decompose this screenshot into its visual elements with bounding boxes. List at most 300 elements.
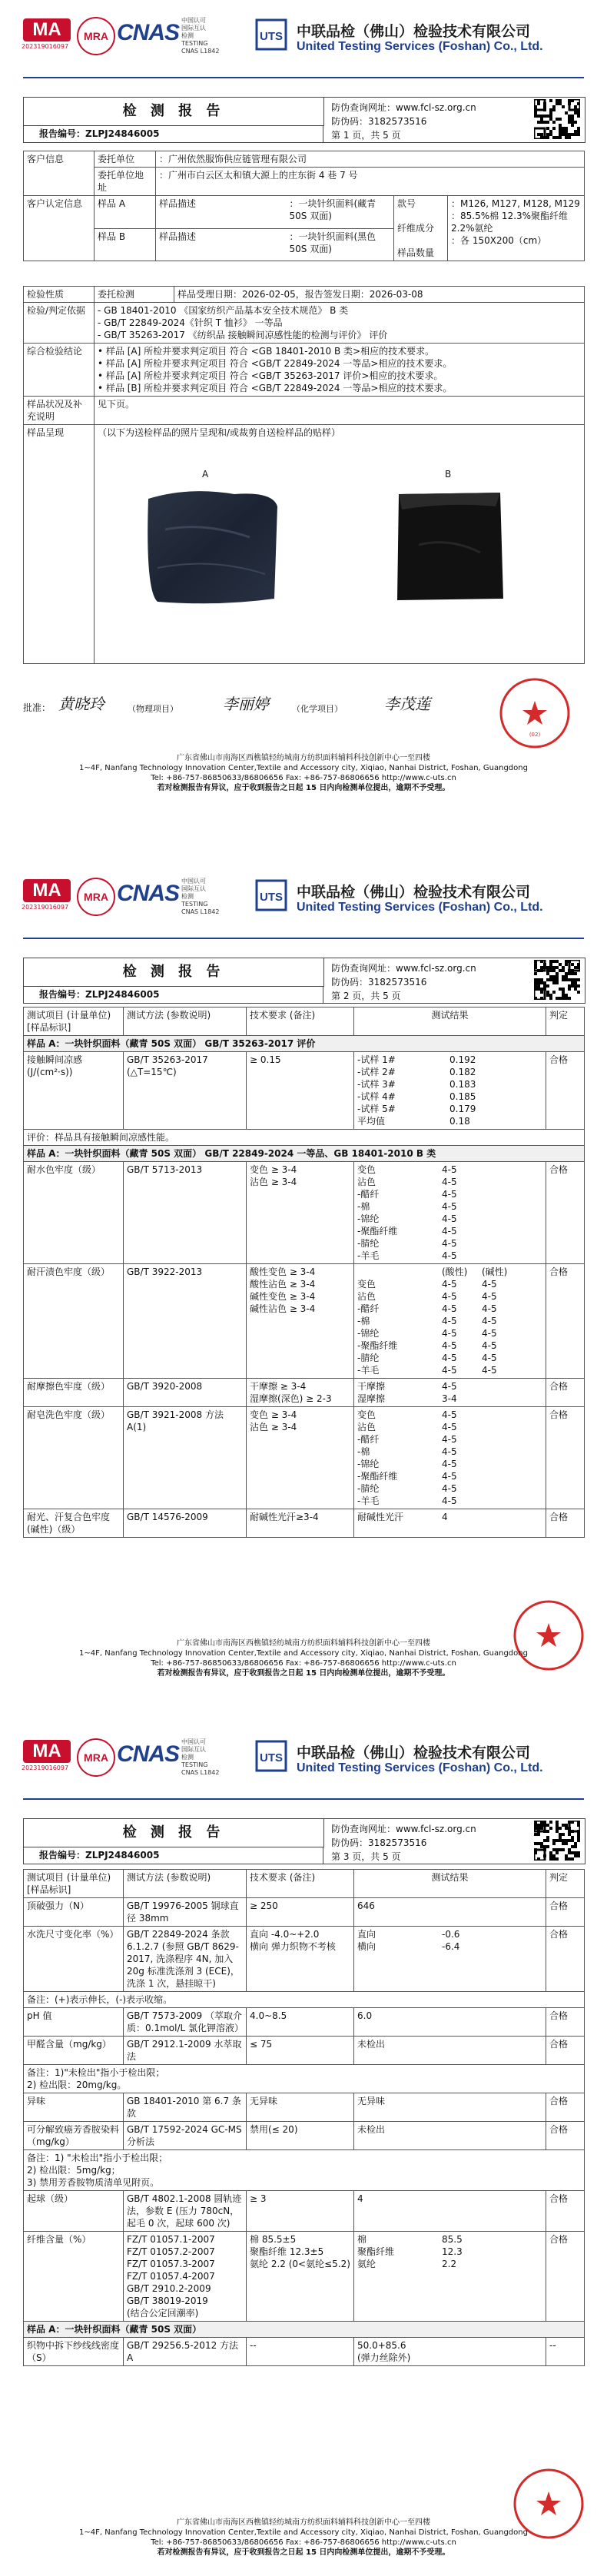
sweat-verdict: 合格 [546, 1264, 585, 1379]
result-value: 3-4 [442, 1393, 457, 1404]
query-url[interactable]: www.fcl-sz.org.cn [396, 1824, 476, 1834]
report-number-label: 报告编号： [39, 128, 86, 139]
rub-verdict: 合格 [546, 1379, 585, 1407]
result-value: 4-5 [442, 1279, 457, 1290]
spec-values [448, 196, 585, 261]
sample-b-photo [388, 483, 511, 608]
svg-text:UTS: UTS [260, 1751, 283, 1764]
footer-contact: Tel: +86-757-86850633/86806656 Fax: +86-757-86806656 http://www.c-uts.cn [151, 2538, 456, 2547]
azo-note: 备注：1) "未检出"指小于检出限； 2) 检出限：5mg/kg； 3) 禁用芳香胺物质清单见附页。 [24, 2150, 585, 2191]
cool-method: GB/T 35263-2017 (△T=15℃) [124, 1052, 247, 1130]
result-label: -试样 5# [357, 1104, 396, 1114]
pill-item: 起球（级） [24, 2191, 124, 2232]
soap-method: GB/T 3921-2008 方法 A(1) [124, 1407, 247, 1509]
result-value: 4-5 [442, 1250, 457, 1261]
ph-req: 4.0~8.5 [247, 2008, 354, 2037]
query-url[interactable]: www.fcl-sz.org.cn [396, 102, 476, 113]
uts-logo-icon [254, 878, 289, 913]
fabric-item: 织物中拆下纱线线密度（S） [24, 2338, 124, 2366]
footer-address-en: 1~4F, Nanfang Technology Innovation Center,Textile and Accessory city, Xiqiao, Nanhai District, Foshan, Guangdong [79, 1649, 528, 1658]
result-line [357, 1213, 542, 1225]
req-line: 酸性变色 ≥ 3-4 [250, 1266, 316, 1277]
result-label: 耐碱性光汗 [357, 1512, 404, 1522]
result-label: -锦纶 [357, 1459, 380, 1469]
svg-text:UTS: UTS [260, 30, 283, 43]
header-rule [23, 77, 584, 78]
ma-number: 202319016097 [22, 904, 69, 911]
col-head-req: 技术要求 (备注) [247, 1007, 354, 1036]
result-line [357, 1054, 542, 1066]
ma-badge: MA [23, 18, 71, 41]
qr-code-icon [534, 960, 580, 1000]
result-label: -羊毛 [357, 1250, 380, 1261]
query-url[interactable]: www.fcl-sz.org.cn [396, 963, 476, 974]
result-line [357, 1103, 542, 1115]
svg-text:MRA: MRA [84, 30, 108, 42]
result-line [357, 2246, 542, 2258]
fiber-results [354, 2232, 546, 2322]
result-value: 4-5 [442, 1446, 457, 1457]
pill-result: 4 [354, 2191, 546, 2232]
hcho-note: 备注：1)"未检出"指小于检出限； 2) 检出限：20mg/kg。 [24, 2065, 585, 2093]
std-list [95, 303, 585, 344]
azo-item: 可分解致癌芳香胺染料（mg/kg） [24, 2122, 124, 2150]
result-line [357, 1090, 542, 1103]
result-line [357, 1458, 542, 1470]
result-line [357, 1470, 542, 1482]
rub-results [354, 1379, 546, 1407]
result-label: 平均值 [357, 1116, 386, 1127]
qr-code-icon [534, 99, 580, 139]
result-line [357, 1250, 542, 1262]
light-results [354, 1509, 546, 1538]
result-value: 4-5 [442, 1201, 457, 1212]
result-value: 4-5 [442, 1495, 457, 1506]
result-label: -棉 [357, 1201, 370, 1212]
burst-verdict: 合格 [546, 1898, 585, 1927]
result-value: 4-5 [442, 1303, 457, 1314]
client-info-table [23, 151, 585, 261]
fiber-verdict: 合格 [546, 2232, 585, 2322]
comp-label: 纤维成分 [397, 223, 435, 234]
report-number-label: 报告编号： [39, 989, 86, 1000]
dim-results [354, 1927, 546, 1992]
footer-notice: 若对检测报告有异议，应于收到报告之日起 15 日内向检测单位提出，逾期不予受理。 [157, 1669, 450, 1678]
cnas-logo: CNAS [117, 1741, 180, 1767]
result-line [357, 1225, 542, 1237]
fiber-req [247, 2232, 354, 2322]
dim-method: GB/T 22849-2024 条款 6.1.2.7 (参照 GB/T 8629-2017, 洗涤程序 4N, 加入 20g 标准洗涤剂 3 (ECE)，洗涤 1 次，悬挂晾干) [124, 1927, 247, 1992]
fiber-item: 纤维含量（%） [24, 2232, 124, 2322]
footer-contact: Tel: +86-757-86850633/86806656 Fax: +86-757-86806656 http://www.c-uts.cn [151, 1659, 456, 1668]
result-label: 变色 [357, 1409, 376, 1420]
report-title: 检 测 报 告 [24, 98, 324, 126]
hcho-req: ≤ 75 [247, 2037, 354, 2065]
result-value: 4-5 [482, 1316, 497, 1326]
std-label: 检验/判定依据 [24, 303, 95, 344]
section-header: 样品 A：一块针织面料（藏青 50S 双面） GB/T 22849-2024 一等品、GB 18401-2010 B 类 [24, 1146, 585, 1162]
result-value: 4-5 [482, 1328, 497, 1339]
col-head-verdict: 判定 [546, 1007, 585, 1036]
result-value: 4-5 [482, 1279, 497, 1290]
result-value: 2.2 [442, 2259, 457, 2269]
anti-fake-info [331, 1822, 523, 1864]
water-verdict: 合格 [546, 1162, 585, 1264]
result-value: 4-5 [442, 1381, 457, 1392]
cool-verdict: 合格 [546, 1052, 585, 1130]
fabric-verdict: -- [546, 2338, 585, 2366]
result-line [357, 1176, 542, 1188]
code-value: 3182573516 [368, 1837, 427, 1848]
pill-req: ≥ 3 [247, 2191, 354, 2232]
result-label: 直向 [357, 1929, 376, 1940]
sample-a-desc-label: 样品描述 [156, 196, 287, 229]
page-count: 第 2 页，共 5 页 [331, 991, 401, 1001]
result-line [357, 1928, 542, 1940]
soap-verdict: 合格 [546, 1407, 585, 1509]
cnas-logo: CNAS [117, 20, 180, 45]
result-label: 湿摩擦 [357, 1393, 386, 1404]
std-line: - GB/T 22849-2024《针织 T 恤衫》 一等品 [98, 317, 283, 328]
req-line: 氨纶 2.2 (0<氨纶≤5.2) [250, 2259, 350, 2269]
fabric-method: GB/T 29256.5-2012 方法 A [124, 2338, 247, 2366]
hcho-method: GB/T 2912.1-2009 水萃取法 [124, 2037, 247, 2065]
result-label: 变色 [357, 1279, 376, 1290]
result-line [357, 1078, 542, 1090]
header-rule [23, 938, 584, 939]
odor-verdict: 合格 [546, 2093, 585, 2122]
cnas-subtitle: 中国认可 国际互认 检测 TESTING CNAS L1842 [181, 17, 220, 55]
query-label: 防伪查询网址： [331, 963, 396, 974]
concl-line: • 样品 [A] 所检并要求判定项目 符合 <GB/T 22849-2024 一等品>相应的技术要求。 [98, 358, 453, 369]
anti-fake-info [331, 961, 523, 1003]
result-label: -腈纶 [357, 1238, 380, 1249]
signature-1: 黄晓玲 [58, 695, 104, 713]
sample-a-photo [142, 483, 280, 608]
result-label: -羊毛 [357, 1495, 380, 1506]
ph-result: 6.0 [354, 2008, 546, 2037]
test-info-table [23, 286, 585, 664]
report-number-label: 报告编号： [39, 1850, 86, 1861]
result-label: -试样 3# [357, 1079, 396, 1090]
dates: 样品受理日期：2026-02-05，报告签发日期：2026-03-08 [174, 287, 585, 303]
code-label: 防伪码： [331, 1837, 369, 1848]
ma-badge: MA [23, 1740, 71, 1763]
report-header-box [23, 1818, 585, 1864]
page-count: 第 1 页，共 5 页 [331, 130, 401, 141]
sweat-results [354, 1264, 546, 1379]
report-number [24, 986, 323, 1003]
ma-badge: MA [23, 879, 71, 902]
result-value: 4-5 [442, 1365, 457, 1376]
page-count: 第 3 页，共 5 页 [331, 1851, 401, 1862]
result-line [357, 1511, 542, 1523]
result-label: 沾色 [357, 1291, 376, 1302]
svg-text:(02): (02) [529, 732, 541, 738]
result-label: -醋纤 [357, 1189, 380, 1200]
col-head-result: 测试结果 [354, 1870, 546, 1898]
result-label: 棉 [357, 2234, 367, 2245]
footer-address-cn: 广东省佛山市南海区西樵镇轻纺城南方纺织面料辅料科技创新中心一至四楼 [177, 754, 430, 762]
result-label: 聚酯纤维 [357, 2246, 395, 2257]
odor-result: 无异味 [354, 2093, 546, 2122]
cool-note: 评价：样品具有接触瞬间凉感性能。 [24, 1130, 585, 1146]
result-value: 0.192 [449, 1054, 476, 1065]
query-label: 防伪查询网址： [331, 1824, 396, 1834]
report-number-value: ZLPJ24846005 [85, 1850, 160, 1861]
report-number [24, 125, 323, 142]
req-line: 变色 ≥ 3-4 [250, 1409, 297, 1420]
req-line: 变色 ≥ 3-4 [250, 1164, 297, 1175]
section-header: 样品 A：一块针织面料（藏青 50S 双面） GB/T 35263-2017 评价 [24, 1036, 585, 1052]
result-head-cell [357, 1266, 442, 1278]
result-value: 0.179 [449, 1104, 476, 1114]
result-line [357, 2258, 542, 2270]
concl-line: • 样品 [A] 所检并要求判定项目 符合 <GB 18401-2010 B 类>相应的技术要求。 [98, 346, 435, 357]
result-line [357, 1940, 542, 1953]
uts-logo-icon [254, 1738, 289, 1774]
result-value: 4-5 [442, 1422, 457, 1432]
remark-label: 样品状况及补充说明 [24, 397, 95, 425]
light-req: 耐碱性光汗≥3-4 [247, 1509, 354, 1538]
client-name-label: 委托单位 [95, 151, 156, 168]
photo-a-label: A [202, 469, 209, 480]
req-line: 直向 -4.0~+2.0 [250, 1929, 320, 1940]
result-line [357, 1393, 542, 1405]
result-line [357, 1188, 542, 1200]
std-line: - GB/T 35263-2017 《纺织品 接触瞬间凉感性能的检测与评价》 评价 [98, 330, 388, 340]
footer-address-en: 1~4F, Nanfang Technology Innovation Center,Textile and Accessory city, Xiqiao, Nanhai District, Foshan, Guangdong [79, 2528, 528, 2537]
result-value: 4-5 [482, 1340, 497, 1351]
ph-method: GB/T 7573-2009 （萃取介质：0.1mol/L 氯化钾溶液） [124, 2008, 247, 2037]
cool-results [354, 1052, 546, 1130]
results-table-2 [23, 1869, 585, 2366]
sweat-req [247, 1264, 354, 1379]
fabric-result: 50.0+85.6 (弹力丝除外) [354, 2338, 546, 2366]
comp-value: ：85.5%棉 12.3%聚酯纤维 2.2%氨纶 [451, 211, 569, 234]
photo-b-label: B [445, 469, 452, 480]
water-method: GB/T 5713-2013 [124, 1162, 247, 1264]
sample-b-desc-label: 样品描述 [156, 228, 287, 261]
ma-logo [22, 879, 71, 911]
result-label: 干摩擦 [357, 1381, 386, 1392]
light-item: 耐光、汗复合色牢度 (碱性)（级） [24, 1509, 124, 1538]
report-title: 检 测 报 告 [24, 958, 324, 987]
page-footer [0, 2518, 607, 2558]
result-value: 4-5 [442, 1213, 457, 1224]
company-name-cn: 中联品检（佛山）检验技术有限公司 [297, 1744, 531, 1761]
result-head [357, 1266, 542, 1278]
photo-cell [95, 425, 585, 664]
hcho-item: 甲醛含量（mg/kg） [24, 2037, 124, 2065]
page-header [0, 0, 607, 85]
signature-1-role: （物理项目） [128, 704, 178, 714]
pill-method: GB/T 4802.1-2008 圆轨迹法，参数 E (压力 780cN，起毛 0 次，起球 600 次) [124, 2191, 247, 2232]
code-value: 3182573516 [368, 977, 427, 988]
result-value: 4-5 [442, 1189, 457, 1200]
concl-list [95, 344, 585, 397]
result-label: -聚酯纤维 [357, 1340, 398, 1351]
report-header-box [23, 958, 585, 1004]
result-line [357, 1446, 542, 1458]
remark-value: 见下页。 [95, 397, 585, 425]
water-results [354, 1162, 546, 1264]
req-line: 湿摩擦(深色) ≥ 2-3 [250, 1393, 332, 1404]
svg-text:UTS: UTS [260, 891, 283, 904]
result-line [357, 1421, 542, 1433]
recv-label: 样品受理日期： [177, 289, 243, 300]
result-line [357, 1495, 542, 1507]
result-value: 0.182 [449, 1067, 476, 1077]
client-label: 客户信息 [24, 151, 95, 196]
cool-item: 接触瞬间凉感 (J/(cm²·s)) [24, 1052, 124, 1130]
code-value: 3182573516 [368, 116, 427, 127]
report-header-box [23, 97, 585, 143]
result-value: 4-5 [442, 1340, 457, 1351]
req-line: 酸性沾色 ≥ 3-4 [250, 1279, 316, 1290]
results-table-1 [23, 1007, 585, 1538]
req-line: 聚酯纤维 12.3±5 [250, 2246, 324, 2257]
rub-item: 耐摩擦色牢度（级） [24, 1379, 124, 1407]
signature-2: 李丽婷 [223, 695, 269, 713]
result-value: 4-5 [442, 1471, 457, 1482]
col-head-item: 测试项目 (计量单位) [样品标识] [24, 1007, 124, 1036]
code-label: 防伪码： [331, 116, 369, 127]
dim-req [247, 1927, 354, 1992]
page-footer [0, 1638, 607, 1678]
page-footer [0, 753, 607, 793]
hcho-verdict: 合格 [546, 2037, 585, 2065]
result-line [357, 1237, 542, 1250]
result-label: 沾色 [357, 1177, 376, 1187]
result-line [357, 1278, 542, 1290]
ph-verdict: 合格 [546, 2008, 585, 2037]
report-page-1 [0, 0, 607, 845]
sample-b-label: 样品 B [95, 228, 156, 261]
report-page-2 [0, 861, 607, 1706]
result-label: -试样 1# [357, 1054, 396, 1065]
result-value: -6.4 [442, 1941, 460, 1952]
ilac-mra-icon [77, 878, 115, 916]
result-label: 沾色 [357, 1422, 376, 1432]
soap-item: 耐皂洗色牢度（级） [24, 1407, 124, 1509]
result-label: -腈纶 [357, 1483, 380, 1494]
fiber-method: FZ/T 01057.1-2007 FZ/T 01057.2-2007 FZ/T 01057.3-2007 FZ/T 01057.4-2007 GB/T 2910.2-2009 GB/T 38019-2019 (结合公定回潮率) [124, 2232, 247, 2322]
result-value: 4-5 [442, 1409, 457, 1420]
result-value: 4-5 [442, 1316, 457, 1326]
azo-verdict: 合格 [546, 2122, 585, 2150]
odor-req: 无异味 [247, 2093, 354, 2122]
report-number [24, 1847, 323, 1864]
std-line: - GB 18401-2010 《国家纺织产品基本安全技术规范》 B 类 [98, 305, 349, 316]
code-label: 防伪码： [331, 977, 369, 988]
cnas-subtitle: 中国认可 国际互认 检测 TESTING CNAS L1842 [181, 1738, 220, 1776]
footer-notice: 若对检测报告有异议，应于收到报告之日起 15 日内向检测单位提出，逾期不予受理。 [157, 2548, 450, 2557]
result-label: -试样 4# [357, 1091, 396, 1102]
uts-logo-icon [254, 17, 289, 52]
sweat-item: 耐汗渍色牢度（级） [24, 1264, 124, 1379]
light-verdict: 合格 [546, 1509, 585, 1538]
done-label: 报告签发日期： [304, 289, 370, 300]
recv-date: 2026-02-05 [242, 289, 296, 300]
footer-address-cn: 广东省佛山市南海区西樵镇轻纺城南方纺织面料辅料科技创新中心一至四楼 [177, 2518, 430, 2527]
sample-a-desc: ：一块针织面料(藏青 50S 双面) [287, 196, 394, 229]
col-head-item: 测试项目 (计量单位) [样品标识] [24, 1870, 124, 1898]
result-value: 4 [442, 1512, 448, 1522]
result-value: 4-5 [442, 1238, 457, 1249]
company-name-cn: 中联品检（佛山）检验技术有限公司 [297, 884, 531, 901]
spec-label: 样品数量 [397, 247, 435, 258]
result-label: -锦纶 [357, 1328, 380, 1339]
signature-2-role: （化学项目） [292, 704, 343, 714]
water-req [247, 1162, 354, 1264]
result-label: 横向 [357, 1941, 376, 1952]
fabric-req: -- [247, 2338, 354, 2366]
query-label: 防伪查询网址： [331, 102, 396, 113]
client-addr-label: 委托单位地址 [95, 168, 156, 196]
style-label: 款号 [397, 198, 416, 209]
col-head-method: 测试方法 (参数说明) [124, 1870, 247, 1898]
result-label: -试样 2# [357, 1067, 396, 1077]
header-rule [23, 1798, 584, 1800]
spec-labels [394, 196, 448, 261]
result-value: 0.18 [449, 1116, 470, 1127]
company-name-en: United Testing Services (Foshan) Co., Ltd. [297, 40, 543, 53]
result-value: 4-5 [442, 1483, 457, 1494]
burst-item: 顶破强力（N） [24, 1898, 124, 1927]
req-line: 沾色 ≥ 3-4 [250, 1177, 297, 1187]
result-line [357, 1352, 542, 1364]
req-line: 干摩擦 ≥ 3-4 [250, 1381, 307, 1392]
odor-method: GB 18401-2010 第 6.7 条款 [124, 2093, 247, 2122]
result-value: 0.185 [449, 1091, 476, 1102]
col-head-req: 技术要求 (备注) [247, 1870, 354, 1898]
result-value: 4-5 [442, 1291, 457, 1302]
result-line [357, 1115, 542, 1127]
ph-item: pH 值 [24, 2008, 124, 2037]
anti-fake-info [331, 101, 523, 142]
photo-label: 样品呈现 [24, 425, 95, 664]
col-head-result: 测试结果 [354, 1007, 546, 1036]
result-label: -腈纶 [357, 1353, 380, 1363]
col-head-method: 测试方法 (参数说明) [124, 1007, 247, 1036]
result-label: 氨纶 [357, 2259, 376, 2269]
testtype-label: 检验性质 [24, 287, 95, 303]
dim-item: 水洗尺寸变化率（%） [24, 1927, 124, 1992]
azo-req: 禁用(≤ 20) [247, 2122, 354, 2150]
ma-number: 202319016097 [22, 1764, 69, 1771]
result-line [357, 1364, 542, 1376]
ma-logo [22, 18, 71, 50]
style-value: ：M126, M127, M128, M129 [451, 198, 580, 209]
section-header: 样品 A：一块针织面料（藏青 50S 双面） [24, 2322, 585, 2338]
result-label: -醋纤 [357, 1434, 380, 1445]
qr-code-icon [534, 1821, 580, 1861]
result-value: 4-5 [482, 1365, 497, 1376]
confirm-label: 客户认定信息 [24, 196, 95, 261]
result-value: 4-5 [482, 1291, 497, 1302]
result-line [357, 1482, 542, 1495]
result-label: -棉 [357, 1316, 370, 1326]
result-value: 12.3 [442, 2246, 463, 2257]
ilac-mra-icon [77, 17, 115, 55]
burst-result: 646 [354, 1898, 546, 1927]
result-value: 4-5 [442, 1459, 457, 1469]
client-addr: ：广州市白云区太和镇大源上的庄东街 4 巷 7 号 [156, 168, 585, 196]
done-date: 2026-03-08 [369, 289, 423, 300]
result-line [357, 1164, 542, 1176]
result-value: 85.5 [442, 2234, 463, 2245]
